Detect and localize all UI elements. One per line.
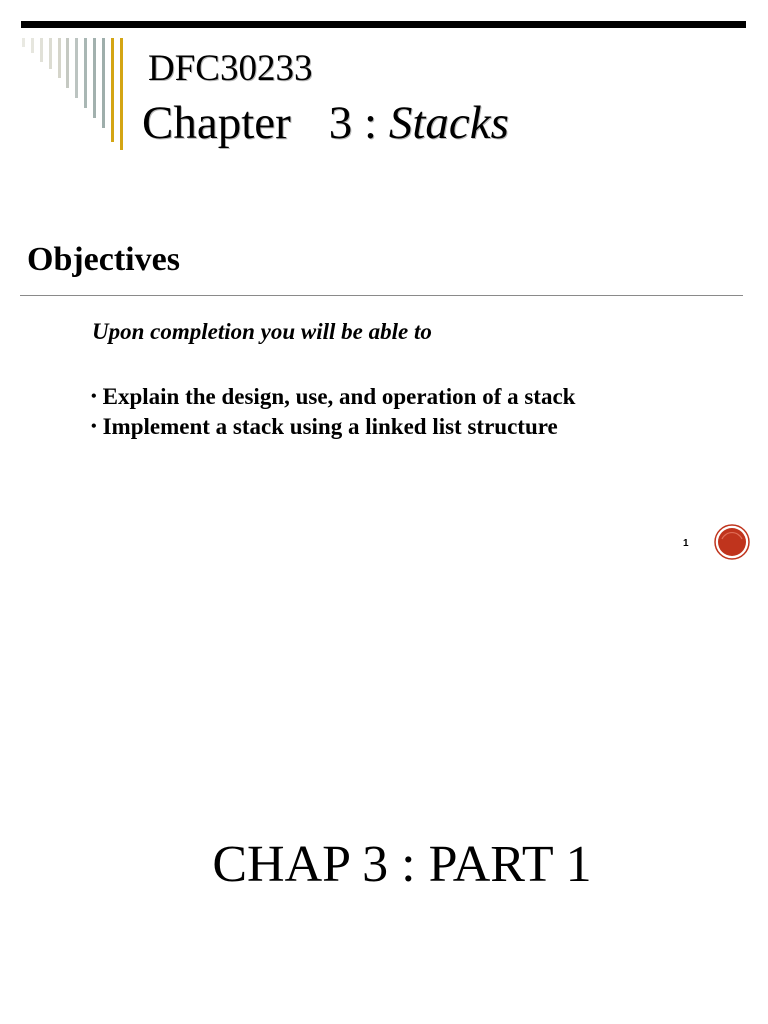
chapter-number: 3 :: [328, 97, 378, 149]
stripe-4: [49, 38, 52, 69]
stripe-11: [111, 38, 114, 142]
stripe-3: [40, 38, 43, 62]
bullet-icon: •: [91, 388, 97, 405]
stripe-10: [102, 38, 105, 128]
chapter-label: Chapter: [142, 97, 291, 149]
stripe-8: [84, 38, 87, 108]
objectives-intro: Upon completion you will be able to: [92, 319, 432, 344]
stripe-7: [75, 38, 78, 98]
stripe-12: [120, 38, 123, 150]
chapter-topic: Stacks: [388, 97, 509, 149]
stripe-2: [31, 38, 34, 53]
objectives-list: [91, 382, 575, 442]
objective-item: [91, 382, 575, 412]
part-title: CHAP 3 : PART 1: [212, 836, 592, 893]
stripe-6: [66, 38, 69, 88]
divider: [20, 295, 743, 296]
chapter-title: [142, 97, 509, 149]
objectives-heading: Objectives: [27, 241, 180, 278]
objective-text: Explain the design, use, and operation of a stack: [102, 384, 576, 409]
slide-badge-icon: [714, 524, 750, 560]
slide-number: 1: [683, 538, 689, 549]
bullet-icon: •: [91, 418, 97, 435]
objective-text: Implement a stack using a linked list structure: [102, 414, 558, 439]
stripe-9: [93, 38, 96, 118]
stripe-1: [22, 38, 25, 47]
course-code: DFC30233: [148, 48, 313, 89]
top-rule: [21, 21, 746, 28]
stripe-5: [58, 38, 61, 78]
objective-item: [91, 412, 575, 442]
